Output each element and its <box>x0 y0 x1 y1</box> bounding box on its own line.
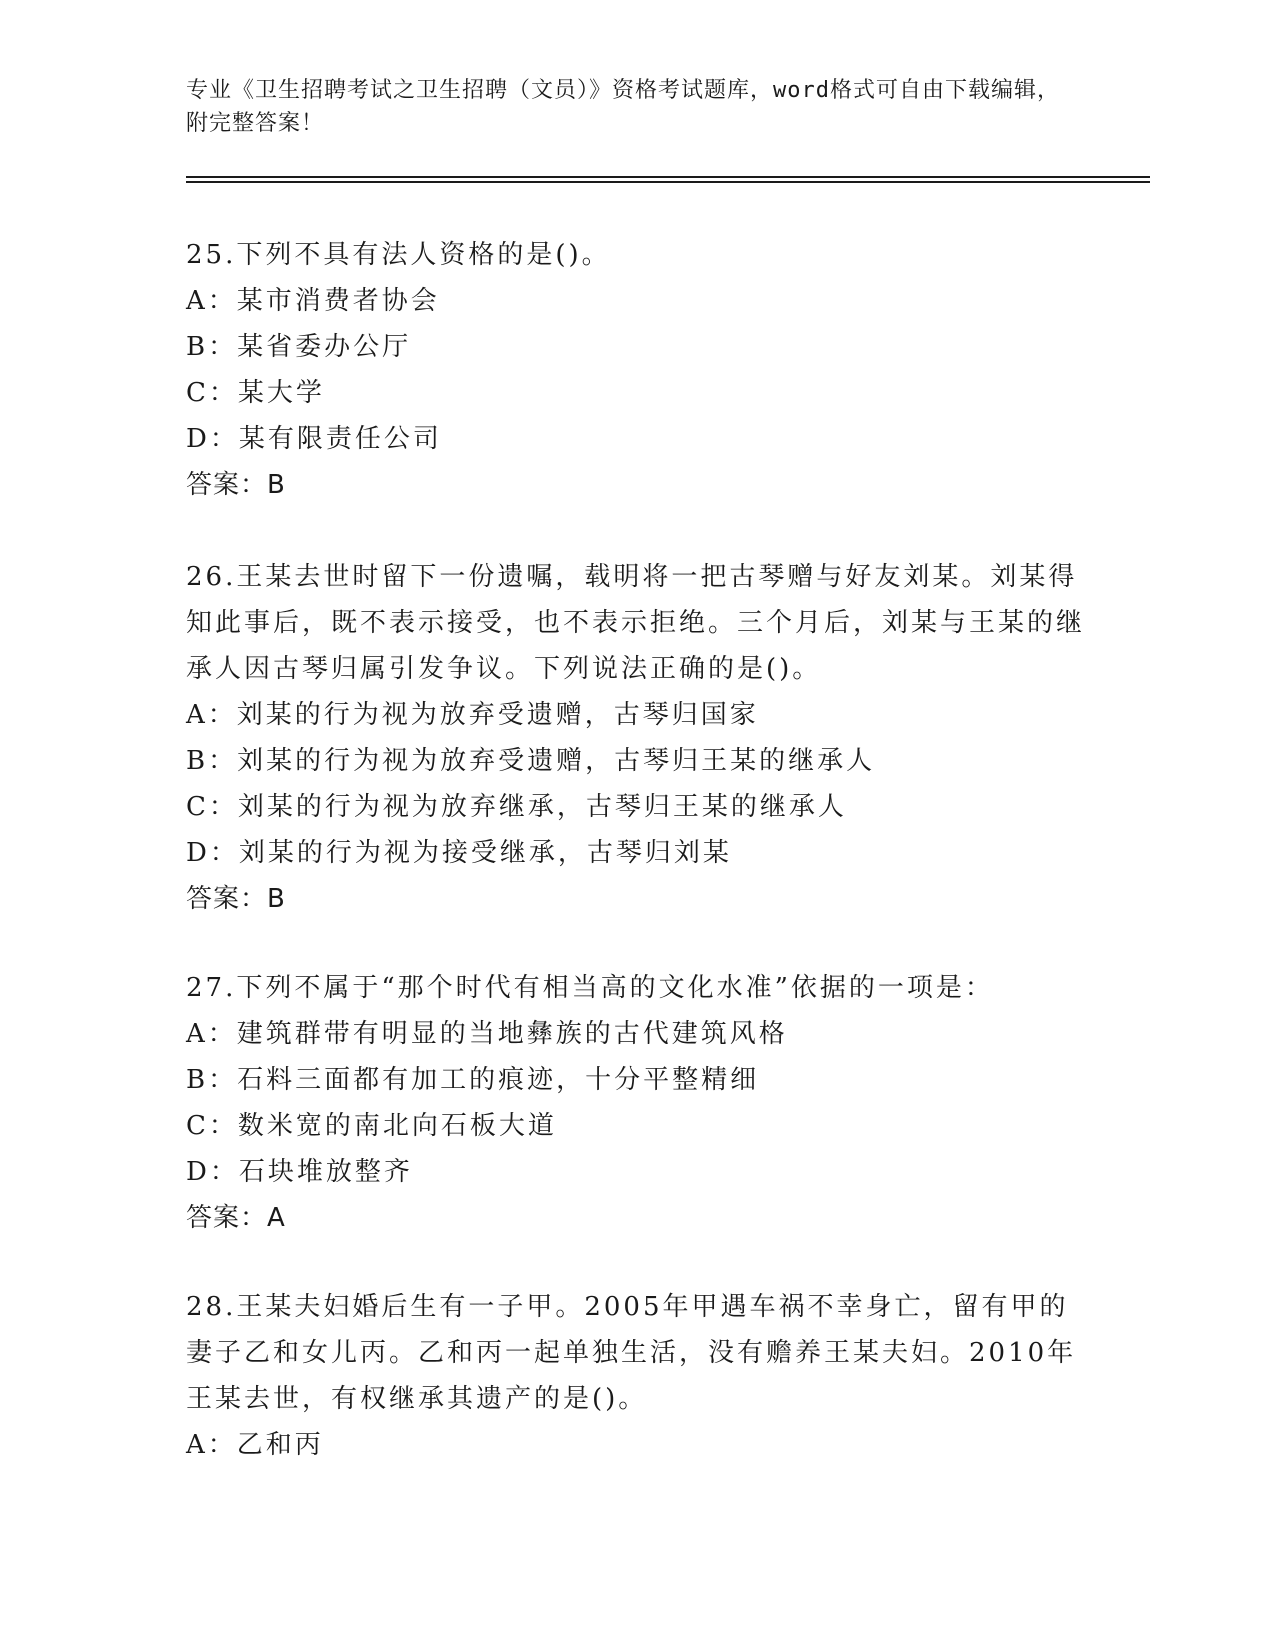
header-divider-top <box>186 176 1150 178</box>
option-d: D：某有限责任公司 <box>186 424 442 454</box>
question-27 <box>186 965 1086 1241</box>
option-b: B：石料三面都有加工的痕迹，十分平整精细 <box>186 1065 760 1095</box>
question-28 <box>186 1284 1086 1468</box>
option-d: D：刘某的行为视为接受继承，古琴归刘某 <box>186 838 732 868</box>
document-header: 专业《卫生招聘考试之卫生招聘（文员）》资格考试题库，word格式可自由下载编辑，附完整答案！ <box>186 78 1060 136</box>
answer: 答案：A <box>186 1203 286 1233</box>
option-c: C：某大学 <box>186 378 325 408</box>
question-stem: 25.下列不具有法人资格的是()。 <box>186 240 611 270</box>
answer: 答案：B <box>186 470 286 500</box>
option-c: C：数米宽的南北向石板大道 <box>186 1111 557 1141</box>
option-a: A：某市消费者协会 <box>186 286 440 316</box>
question-stem: 26.王某去世时留下一份遗嘱，载明将一把古琴赠与好友刘某。刘某得知此事后，既不表示接受，也不表示拒绝。三个月后，刘某与王某的继承人因古琴归属引发争议。下列说法正确的是()。 <box>186 562 1086 684</box>
option-a: A：乙和丙 <box>186 1430 324 1460</box>
option-a: A：建筑群带有明显的当地彝族的古代建筑风格 <box>186 1019 788 1049</box>
question-stem: 27.下列不属于“那个时代有相当高的文化水准”依据的一项是： <box>186 973 994 1003</box>
option-d: D：石块堆放整齐 <box>186 1157 413 1187</box>
answer: 答案：B <box>186 884 286 914</box>
option-b: B：刘某的行为视为放弃受遗赠，古琴归王某的继承人 <box>186 746 876 776</box>
question-25 <box>186 232 1086 508</box>
header-divider-bottom <box>186 181 1150 183</box>
option-c: C：刘某的行为视为放弃继承，古琴归王某的继承人 <box>186 792 847 822</box>
question-stem: 28.王某夫妇婚后生有一子甲。2005年甲遇车祸不幸身亡，留有甲的妻子乙和女儿丙。乙和丙一起单独生活，没有赡养王某夫妇。2010年王某去世，有权继承其遗产的是()。 <box>186 1292 1077 1414</box>
option-b: B：某省委办公厅 <box>186 332 412 362</box>
option-a: A：刘某的行为视为放弃受遗赠，古琴归国家 <box>186 700 759 730</box>
question-26 <box>186 554 1086 922</box>
